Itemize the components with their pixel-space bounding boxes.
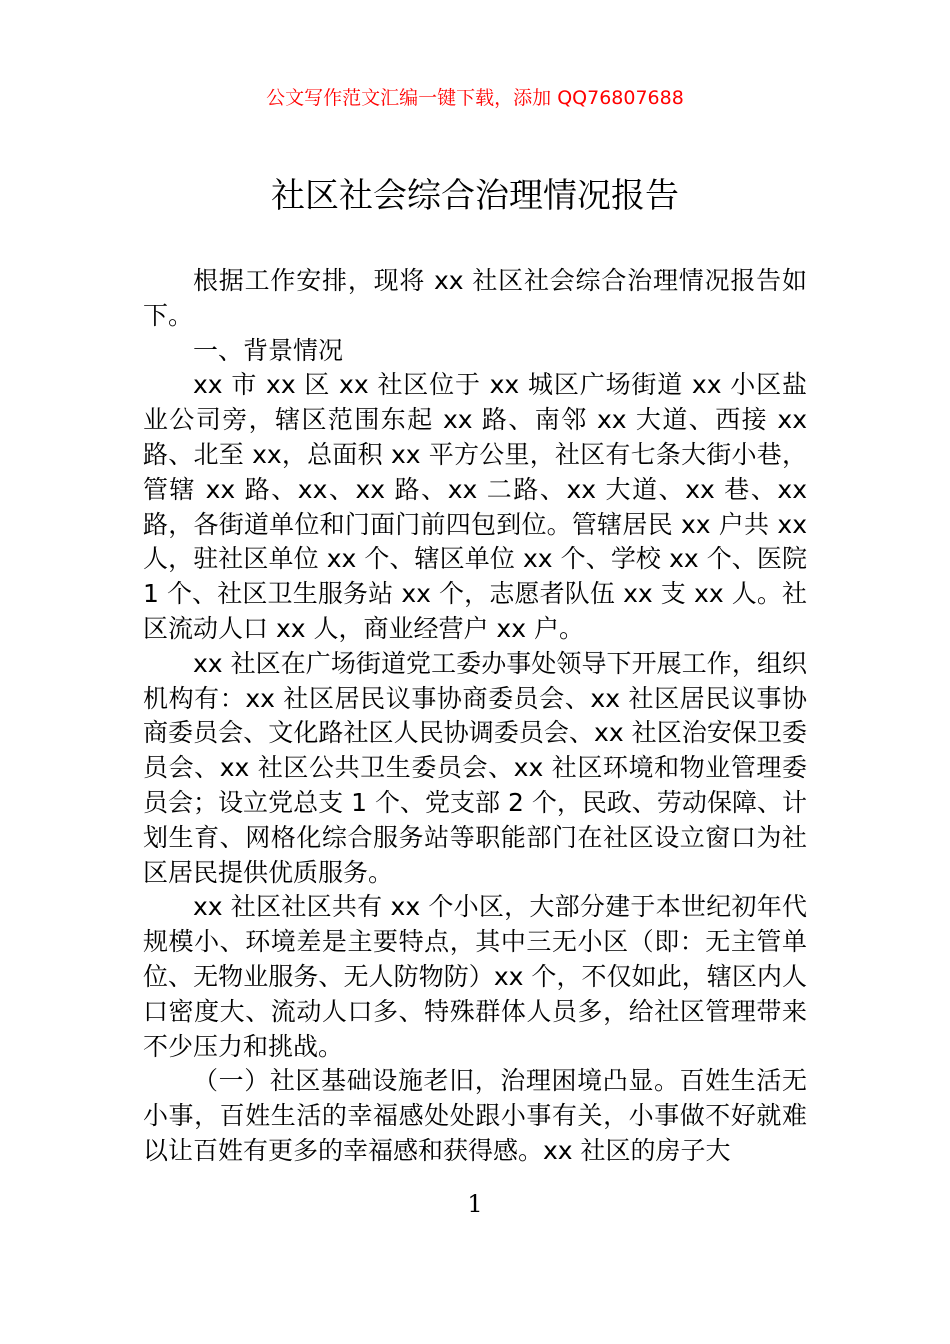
document-title: 社区社会综合治理情况报告 xyxy=(271,176,679,216)
paragraph-intro: 根据工作安排，现将 xx 社区社会综合治理情况报告如下。 xyxy=(143,266,807,330)
document-body xyxy=(143,264,807,1169)
section-heading-background: 一、背景情况 xyxy=(193,335,344,365)
paragraph-infrastructure: （一）社区基础设施老旧，治理困境凸显。百姓生活无小事，百姓生活的幸福感处处跟小事有关，小事做不好就难以让百姓有更多的幸福感和获得感。xx 社区的房子大 xyxy=(143,1066,807,1165)
paragraph-communities: xx 社区社区共有 xx 个小区，大部分建于本世纪初年代规模小、环境差是主要特点，其中三无小区（即：无主管单位、无物业服务、无人防物防）xx 个，不仅如此，辖区内人口密度大、流动人口多、特殊群体人员多，给社区管理带来不少压力和挑战。 xyxy=(143,892,807,1061)
paragraph-location: xx 市 xx 区 xx 社区位于 xx 城区广场街道 xx 小区盐业公司旁，辖区范围东起 xx 路、南邻 xx 大道、西接 xx 路、北至 xx，总面积 xx 平方公里，社区有七条大街小巷，管辖 xx 路、xx、xx 路、xx 二路、xx 大道、xx 巷、xx 路，各街道单位和门面门前四包到位。管辖居民 xx 户共 xx 人，驻社区单位 xx 个、辖区单位 xx 个、学校 xx 个、医院 1 个、社区卫生服务站 xx 个，志愿者队伍 xx 支 xx 人。社区流动人口 xx 人，商业经营户 xx 户。 xyxy=(143,370,807,643)
promo-banner: 公文写作范文汇编一键下载，添加 QQ76807688 xyxy=(266,87,684,109)
paragraph-organization: xx 社区在广场街道党工委办事处领导下开展工作，组织机构有：xx 社区居民议事协商委员会、xx 社区居民议事协商委员会、文化路社区人民协调委员会、xx 社区治安保卫委员会、xx 社区公共卫生委员会、xx 社区环境和物业管理委员会；设立党总支 1 个、党支部 2 个，民政、劳动保障、计划生育、网格化综合服务站等职能部门在社区设立窗口为社区居民提供优质服务。 xyxy=(143,648,807,887)
page-number: 1 xyxy=(467,1190,483,1218)
